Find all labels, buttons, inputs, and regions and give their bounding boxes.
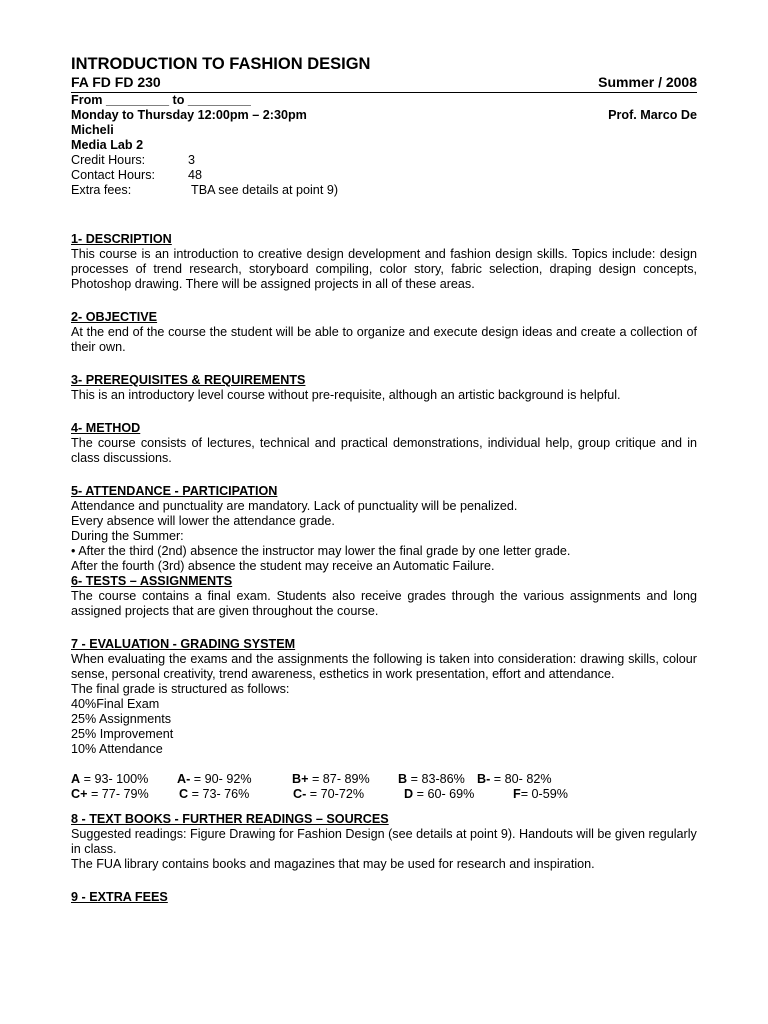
text-line: 25% Improvement [71, 727, 174, 741]
schedule: Monday to Thursday 12:00pm – 2:30pm [71, 108, 307, 122]
section-textbooks [71, 812, 697, 872]
grade-range: = 87- 89% [308, 772, 370, 786]
section-description [71, 232, 697, 292]
room: Media Lab 2 [71, 138, 144, 152]
text-line: After the fourth (3rd) absence the student may receive an Automatic Failure. [71, 559, 495, 573]
text-line: 25% Assignments [71, 712, 172, 726]
section-evaluation [71, 637, 697, 757]
grade-range: = 77- 79% [87, 787, 149, 801]
grade-letter: C- [293, 787, 307, 801]
contact-hours-value: 48 [188, 168, 203, 182]
grade-range: = 70-72% [306, 787, 365, 801]
text-line: 10% Attendance [71, 742, 163, 756]
course-info [71, 153, 697, 198]
section-heading: 8 - TEXT BOOKS - FURTHER READINGS – SOURCES [71, 812, 389, 826]
section-text: This course is an introduction to creative design development and fashion design skills. Topics include: design processes of trend research, storyboard compiling, color story, fabric selection, draping design concepts, Photoshop drawing. There will be assigned projects in all of these areas. [71, 247, 697, 291]
section-heading: 9 - EXTRA FEES [71, 890, 168, 904]
course-line [71, 74, 697, 93]
section-attendance [71, 484, 697, 574]
document-title: INTRODUCTION TO FASHION DESIGN [71, 55, 371, 73]
text-line: The FUA library contains books and magazines that may be used for research and inspiration. [71, 857, 595, 871]
section-tests [71, 574, 697, 619]
grade-range: = 73- 76% [188, 787, 250, 801]
grade-letter: D [404, 787, 414, 801]
text-line: 40%Final Exam [71, 697, 160, 711]
section-text: This is an introductory level course without pre-requisite, although an artistic background is helpful. [71, 388, 621, 402]
text-line: The final grade is structured as follows: [71, 682, 290, 696]
section-heading: 2- OBJECTIVE [71, 310, 158, 324]
section-text: Suggested readings: Figure Drawing for Fashion Design (see details at point 9). Handouts will be given regularly in class. [71, 827, 697, 856]
section-method [71, 421, 697, 466]
section-heading: 7 - EVALUATION - GRADING SYSTEM [71, 637, 296, 651]
section-text: When evaluating the exams and the assignments the following is taken into consideration: drawing skills, colour sense, personal creativity, trend awareness, esthetics in work presentation, effort and attendance. [71, 652, 697, 681]
schedule-line [71, 108, 697, 123]
credit-hours-value: 3 [188, 153, 196, 167]
grade-letter: B+ [292, 772, 309, 786]
grade-letter: F [513, 787, 521, 801]
section-prerequisites [71, 373, 697, 403]
course-code: FA FD FD 230 [71, 74, 161, 90]
section-heading: 6- TESTS – ASSIGNMENTS [71, 574, 233, 588]
credit-hours-label: Credit Hours: [71, 153, 146, 167]
section-text: The course consists of lectures, technical and practical demonstrations, individual help, group critique and in class discussions. [71, 436, 697, 465]
syllabus-content [71, 55, 697, 905]
text-line: Every absence will lower the attendance grade. [71, 514, 335, 528]
grade-range: = 60- 69% [413, 787, 475, 801]
grade-range: = 83-86% [407, 772, 465, 786]
section-heading: 5- ATTENDANCE - PARTICIPATION [71, 484, 278, 498]
section-text: The course contains a final exam. Students also receive grades through the various assignments and long assigned projects that are given throughout the course. [71, 589, 697, 618]
section-text: At the end of the course the student will be able to organize and execute design ideas and create a collection of their own. [71, 325, 697, 354]
grade-scale [71, 772, 697, 802]
grade-letter: B [398, 772, 408, 786]
section-heading: 1- DESCRIPTION [71, 232, 172, 246]
course-term: Summer / 2008 [598, 74, 697, 90]
text-line: Attendance and punctuality are mandatory. Lack of punctuality will be penalized. [71, 499, 518, 513]
section-heading: 3- PREREQUISITES & REQUIREMENTS [71, 373, 306, 387]
section-extra-fees [71, 890, 697, 905]
text-line: • After the third (2nd) absence the instructor may lower the final grade by one letter grade. [71, 544, 571, 558]
grade-letter: C [179, 787, 189, 801]
section-heading: 4- METHOD [71, 421, 141, 435]
grade-range: = 80- 82% [490, 772, 552, 786]
grade-letter: A [71, 772, 81, 786]
contact-hours-label: Contact Hours: [71, 168, 155, 182]
grade-range: = 93- 100% [80, 772, 149, 786]
grade-letter: C+ [71, 787, 88, 801]
grade-letter: A- [177, 772, 191, 786]
extra-fees-label: Extra fees: [71, 183, 132, 197]
professor-name: Prof. Marco De [608, 108, 697, 122]
section-objective [71, 310, 697, 355]
grade-letter: B- [477, 772, 491, 786]
date-range: From _________ to _________ [71, 93, 251, 107]
text-line: During the Summer: [71, 529, 184, 543]
grade-row [71, 787, 697, 802]
grade-range: = 90- 92% [190, 772, 252, 786]
grade-range: = 0-59% [520, 787, 568, 801]
extra-fees-value: TBA see details at point 9) [191, 183, 339, 197]
grade-row [71, 772, 697, 787]
professor-name-continued: Micheli [71, 123, 114, 137]
